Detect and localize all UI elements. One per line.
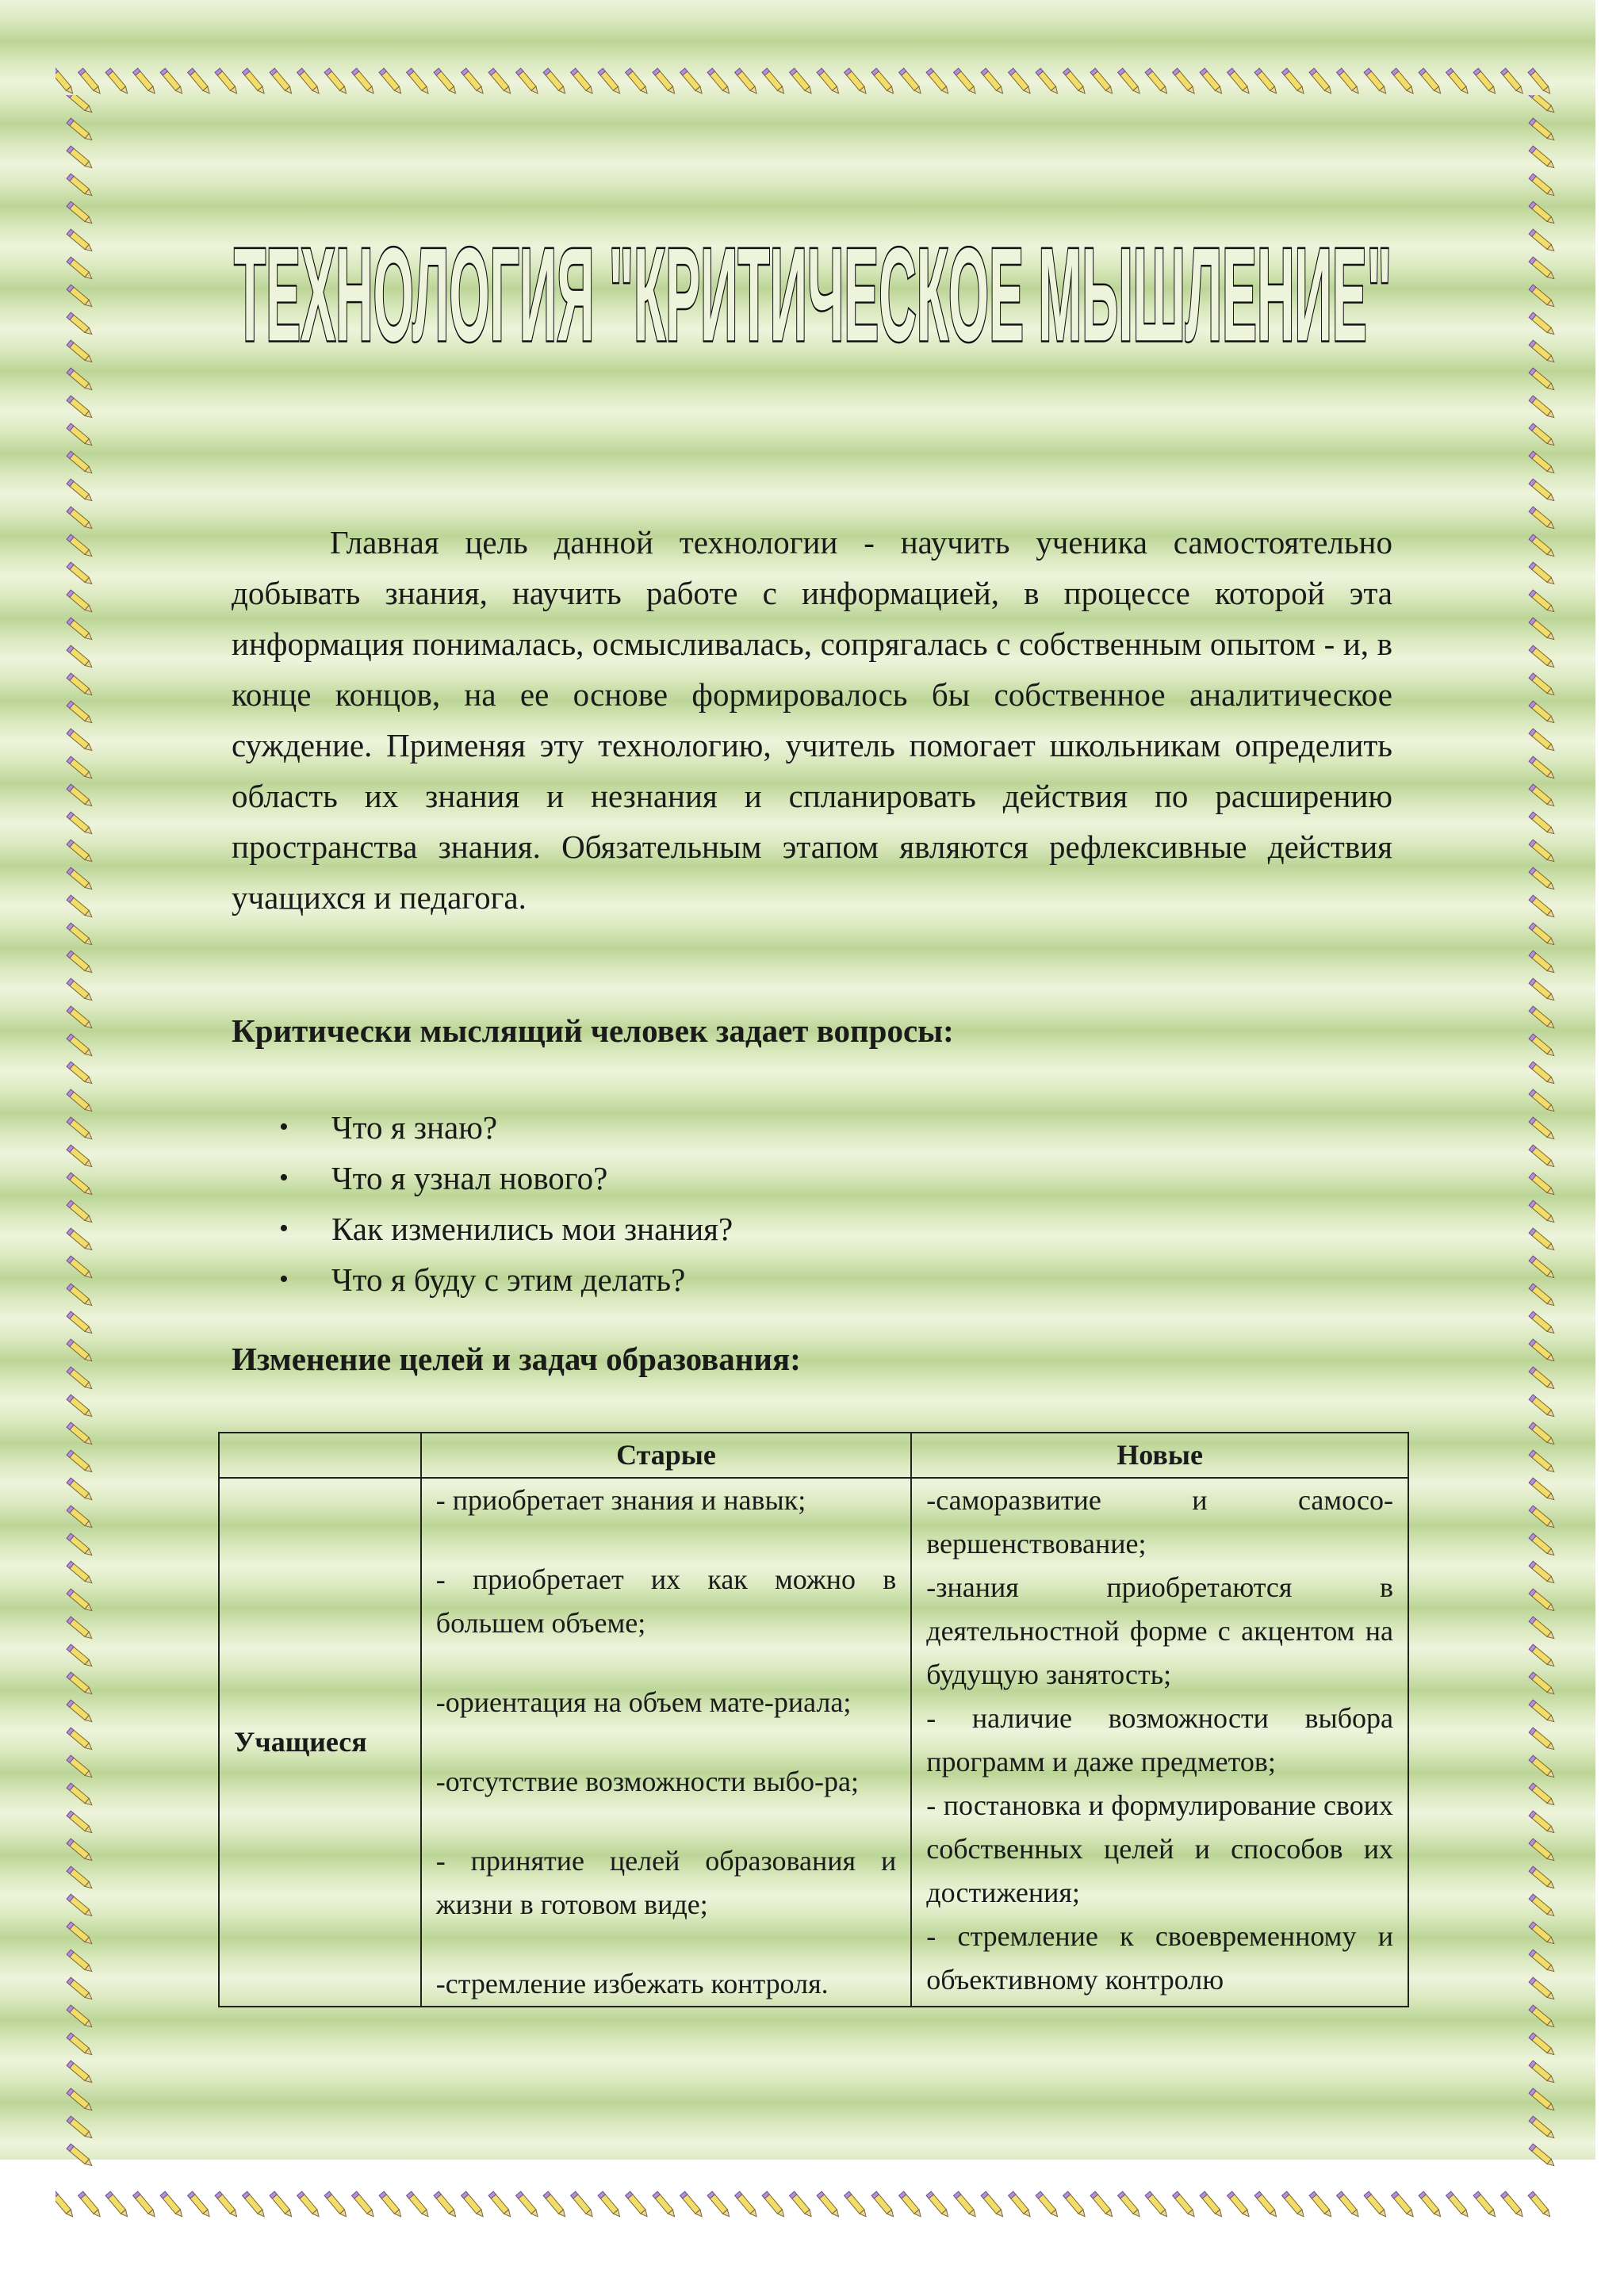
pencil-icon xyxy=(1446,2191,1471,2218)
pencil-icon xyxy=(1118,2191,1143,2218)
pencil-icon xyxy=(379,2191,404,2218)
pencil-icon xyxy=(1282,2191,1307,2218)
new-goal-item: -знания приобретаются в деятельностной форме с акцентом на будущую занятость; xyxy=(926,1571,1393,1690)
pencil-icon xyxy=(56,2191,75,2218)
new-goals-cell xyxy=(911,1478,1408,2007)
pencil-icon xyxy=(1036,2191,1060,2218)
old-goal-item: -отсутствие возможности выбо-ра; xyxy=(435,1766,859,1797)
pencil-icon xyxy=(324,2191,349,2218)
pencil-icon xyxy=(133,2191,158,2218)
pencil-icon xyxy=(626,2191,650,2218)
page-title-text: ТЕХНОЛОГИЯ "КРИТИЧЕСКОЕ МЫШЛЕНИЕ" xyxy=(234,235,1392,369)
pencil-icon xyxy=(707,2191,732,2218)
pencil-icon xyxy=(845,2191,869,2218)
pencil-icon xyxy=(105,2191,130,2218)
pencil-icon xyxy=(762,2191,787,2218)
pencil-icon xyxy=(1063,2191,1088,2218)
bullet-icon: • xyxy=(279,1163,289,1192)
pencil-icon xyxy=(188,2191,213,2218)
pencil-icon xyxy=(1200,2191,1224,2218)
pencil-icon xyxy=(1145,2191,1170,2218)
bullet-icon: • xyxy=(279,1265,289,1294)
pencil-border-bottom xyxy=(56,2182,1562,2229)
pencil-icon xyxy=(1009,2191,1033,2218)
pencil-icon xyxy=(735,2191,760,2218)
pencil-icon xyxy=(571,2191,596,2218)
pencil-icon xyxy=(270,2191,294,2218)
pencil-icon xyxy=(79,2191,103,2218)
pencil-icon xyxy=(1173,2191,1197,2218)
old-goal-item: - приобретает их как можно в большем объеме; xyxy=(435,1563,897,1639)
page-title xyxy=(230,235,1396,385)
new-goal-item: - стремление к своевременному и объективному контролю xyxy=(926,1920,1393,1996)
old-goals-cell xyxy=(421,1478,911,2007)
new-goal-item: -саморазвитие и самосо-вершенствование; xyxy=(926,1484,1393,1559)
pencil-icon xyxy=(817,2191,841,2218)
bullet-icon: • xyxy=(279,1112,289,1142)
table-header-new: Новые xyxy=(911,1433,1408,1478)
pencil-icon xyxy=(1254,2191,1279,2218)
old-goal-item: -стремление избежать контроля. xyxy=(435,1968,829,1999)
pencil-icon xyxy=(215,2191,239,2218)
goals-heading: Изменение целей и задач образования: xyxy=(232,1341,801,1377)
pencil-icon xyxy=(243,2191,267,2218)
list-item: • Что я знаю? xyxy=(232,1102,733,1153)
pencil-icon xyxy=(871,2191,896,2218)
list-item: • Как изменились мои знания? xyxy=(232,1203,733,1254)
pencil-icon xyxy=(1392,2191,1416,2218)
table-header-empty xyxy=(219,1433,421,1478)
pencil-icon xyxy=(899,2191,924,2218)
pencil-icon xyxy=(981,2191,1005,2218)
pencil-icon xyxy=(1364,2191,1388,2218)
pencil-icon xyxy=(1501,2191,1526,2218)
pencil-icon xyxy=(462,2191,486,2218)
pencil-icon xyxy=(1528,2191,1553,2218)
old-goal-item: -ориентация на объем мате-риала; xyxy=(435,1686,852,1718)
pencil-icon xyxy=(1419,2191,1443,2218)
pencil-icon xyxy=(160,2191,185,2218)
list-item: • Что я узнал нового? xyxy=(232,1153,733,1203)
table-header-old: Старые xyxy=(421,1433,911,1478)
question-list xyxy=(232,1102,733,1305)
pencil-icon xyxy=(926,2191,951,2218)
table-row-label: Учащиеся xyxy=(219,1478,421,2007)
pencil-icon xyxy=(1228,2191,1252,2218)
pencil-icon xyxy=(352,2191,377,2218)
goals-table xyxy=(218,1432,1409,2007)
intro-paragraph: Главная цель данной технологии - научить ученика самостоятельно добывать знания, научить работе с информацией, в процессе которой эта информация понималась, осмысливалась, сопрягалась с собственным опытом - и, в конце концов, на ее основе формировалось бы собственное аналитическое суждение. Применяя эту технологию, учитель помогает школьникам определить область их знания и незнания и спланировать действия по расширению пространства знания. Обязательным этапом являются рефлексивные действия учащихся и педагога. xyxy=(232,524,1392,916)
pencil-icon xyxy=(297,2191,322,2218)
table-header-row xyxy=(219,1433,1408,1478)
new-goal-item: - наличие возможности выбора программ и даже предметов; xyxy=(926,1702,1393,1777)
table-row xyxy=(219,1478,1408,2007)
old-goal-item: - приобретает знания и навык; xyxy=(435,1484,806,1516)
pencil-icon xyxy=(1473,2191,1498,2218)
pencil-icon xyxy=(954,2191,979,2218)
pencil-icon xyxy=(1309,2191,1334,2218)
pencil-icon xyxy=(1090,2191,1115,2218)
list-item: • Что я буду с этим делать? xyxy=(232,1254,733,1305)
pencil-icon xyxy=(653,2191,677,2218)
pencil-icon xyxy=(1337,2191,1362,2218)
pencil-icon xyxy=(790,2191,814,2218)
bullet-icon: • xyxy=(279,1214,289,1243)
new-goal-item: - постановка и формулирование своих собственных целей и способов их достижения; xyxy=(926,1789,1393,1908)
pencil-icon xyxy=(488,2191,513,2218)
pencil-icon xyxy=(543,2191,568,2218)
pencil-icon xyxy=(598,2191,622,2218)
pencil-icon xyxy=(516,2191,541,2218)
old-goal-item: - принятие целей образования и жизни в готовом виде; xyxy=(435,1845,897,1920)
pencil-icon xyxy=(680,2191,705,2218)
pencil-icon xyxy=(407,2191,431,2218)
pencil-icon xyxy=(434,2191,458,2218)
questions-heading: Критически мыслящий человек задает вопросы: xyxy=(232,1012,954,1049)
